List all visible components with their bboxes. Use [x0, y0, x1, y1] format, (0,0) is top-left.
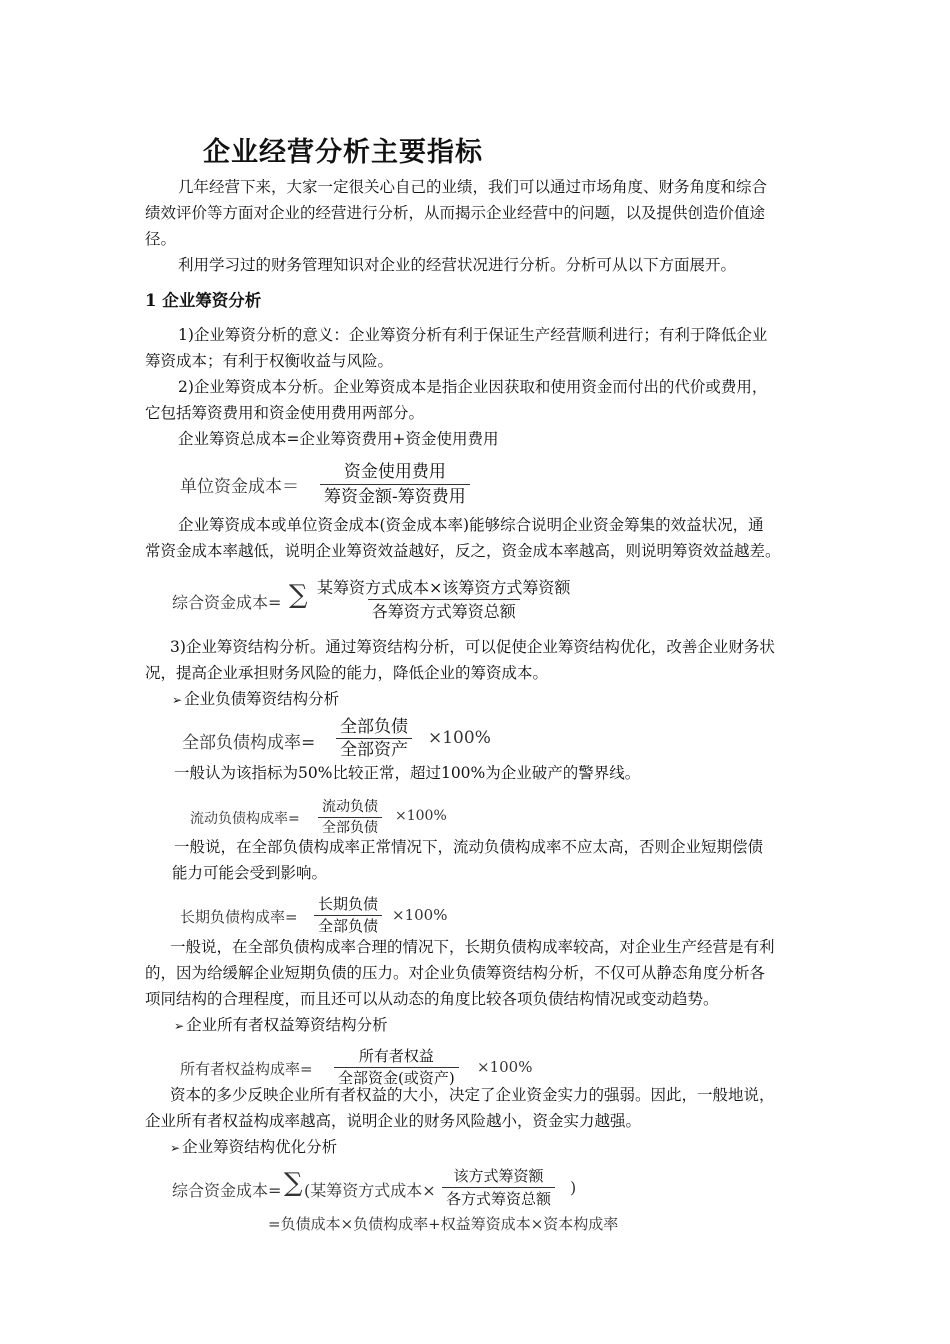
paragraph-line: 企业筹资成本或单位资金成本(资金成本率)能够综合说明企业资金筹集的效益状况，通	[178, 516, 764, 534]
paragraph-line: 况，提高企业承担财务风险的能力，降低企业的筹资成本。	[145, 664, 549, 682]
fraction-denominator: 各筹资方式筹资总额	[368, 599, 520, 623]
paragraph-line: 项同结构的合理程度，而且还可以从动态的角度比较各项负债结构情况或变动趋势。	[145, 990, 719, 1008]
fraction-numerator: 全部负债	[340, 717, 408, 737]
paragraph-line: 的，因为给缓解企业短期负债的压力。对企业负债筹资结构分析，不仅可从静态角度分析各	[145, 964, 766, 982]
arrow-bullet-icon: ➢	[172, 693, 183, 707]
paragraph-line: 1)企业筹资分析的意义：企业筹资分析有利于保证生产经营顺利进行；有利于降低企业	[178, 326, 768, 344]
formula-long-debt-fraction	[314, 894, 382, 936]
formula-total-debt-rhs: ×100%	[428, 728, 491, 748]
fraction-denominator: 各方式筹资总额	[442, 1187, 555, 1210]
formula-current-debt-lhs: 流动负债构成率=	[190, 811, 300, 827]
sigma-symbol: ∑	[289, 580, 308, 610]
fraction-numerator: 长期负债	[318, 895, 379, 913]
formula-current-debt-fraction	[318, 797, 382, 837]
formula-composite-cost-fraction	[313, 576, 574, 623]
formula-total-debt-fraction	[336, 716, 412, 760]
formula-equity-rhs: ×100%	[477, 1058, 533, 1076]
formula-optimized-cost-expansion: =负债成本×负债构成率+权益筹资成本×资本构成率	[268, 1215, 619, 1233]
formula-optimized-cost-post: )	[570, 1178, 577, 1197]
fraction-numerator: 所有者权益	[358, 1047, 434, 1065]
paragraph-line: 2)企业筹资成本分析。企业筹资成本是指企业因获取和使用资金而付出的代价或费用，	[178, 378, 768, 396]
paragraph-line: 常资金成本率越低，说明企业筹资效益越好，反之，资金成本率越高，则说明筹资效益越差。	[145, 542, 781, 560]
formula-composite-cost-lhs: 综合资金成本=	[172, 593, 282, 612]
bullet-label: 企业筹资结构优化分析	[182, 1138, 338, 1156]
intro-paragraph-line: 利用学习过的财务管理知识对企业的经营状况进行分析。分析可从以下方面展开。	[178, 256, 737, 274]
formula-unit-cost-fraction	[320, 460, 470, 509]
paragraph-line: 企业所有者权益构成率越高，说明企业的财务风险越小，资金实力越强。	[145, 1112, 642, 1130]
formula-optimized-cost-fraction	[442, 1165, 555, 1210]
bullet-item-equity-structure	[174, 1014, 388, 1037]
bullet-item-debt-structure	[172, 688, 339, 711]
arrow-bullet-icon: ➢	[170, 1141, 181, 1155]
equation-total-cost: 企业筹资总成本=企业筹资费用+资金使用费用	[178, 430, 499, 448]
fraction-denominator: 全部负债	[318, 817, 382, 837]
intro-paragraph-line: 几年经营下来，大家一定很关心自己的业绩，我们可以通过市场角度、财务角度和综合	[178, 178, 768, 196]
bullet-label: 企业负债筹资结构分析	[184, 690, 340, 708]
fraction-numerator: 资金使用费用	[343, 462, 446, 482]
fraction-numerator: 某筹资方式成本×该筹资方式筹资额	[317, 578, 571, 597]
formula-current-debt-rhs: ×100%	[395, 808, 447, 824]
arrow-bullet-icon: ➢	[174, 1019, 185, 1033]
formula-long-debt-lhs: 长期负债构成率=	[180, 908, 298, 926]
paragraph-line: 能力可能会受到影响。	[172, 864, 328, 882]
formula-optimized-cost-lhs: 综合资金成本=	[172, 1181, 282, 1200]
sigma-symbol: ∑	[284, 1168, 303, 1198]
formula-long-debt-rhs: ×100%	[392, 906, 448, 924]
paragraph-line: 它包括筹资费用和资金使用费用两部分。	[145, 404, 425, 422]
fraction-numerator: 该方式筹资额	[453, 1167, 544, 1185]
bullet-label: 企业所有者权益筹资结构分析	[186, 1016, 388, 1034]
paragraph-line: 一般说，在全部负债构成率合理的情况下，长期负债构成率较高，对企业生产经营是有利	[170, 938, 775, 956]
paragraph-line: 筹资成本；有利于权衡收益与风险。	[145, 352, 394, 370]
bullet-item-structure-optimization	[170, 1136, 337, 1159]
intro-paragraph-line: 径。	[145, 230, 177, 248]
fraction-denominator: 全部资产	[336, 738, 412, 760]
page-title: 企业经营分析主要指标	[203, 137, 483, 168]
fraction-denominator: 全部资金(或资产)	[334, 1067, 459, 1088]
formula-equity-lhs: 所有者权益构成率=	[180, 1060, 313, 1078]
fraction-denominator: 筹资金额-筹资费用	[320, 484, 470, 509]
formula-unit-cost-lhs: 单位资金成本＝	[180, 477, 299, 497]
paragraph-line: 一般认为该指标为50%比较正常，超过100%为企业破产的警界线。	[174, 764, 641, 782]
formula-total-debt-lhs: 全部负债构成率=	[182, 733, 316, 753]
section-heading: 1 企业筹资分析	[145, 291, 262, 310]
paragraph-line: 一般说，在全部负债构成率正常情况下，流动负债构成率不应太高，否则企业短期偿债	[174, 838, 764, 856]
formula-optimized-cost-pre: (某筹资方式成本×	[304, 1181, 436, 1200]
intro-paragraph-line: 绩效评价等方面对企业的经营进行分析，从而揭示企业经营中的问题，以及提供创造价值途	[145, 204, 766, 222]
formula-equity-fraction	[334, 1046, 459, 1088]
fraction-denominator: 全部负债	[314, 915, 382, 936]
paragraph-line: 资本的多少反映企业所有者权益的大小，决定了企业资金实力的强弱。因此，一般地说，	[170, 1086, 775, 1104]
fraction-numerator: 流动负债	[322, 799, 378, 815]
paragraph-line: 3)企业筹资结构分析。通过筹资结构分析，可以促使企业筹资结构优化，改善企业财务状	[170, 638, 775, 656]
